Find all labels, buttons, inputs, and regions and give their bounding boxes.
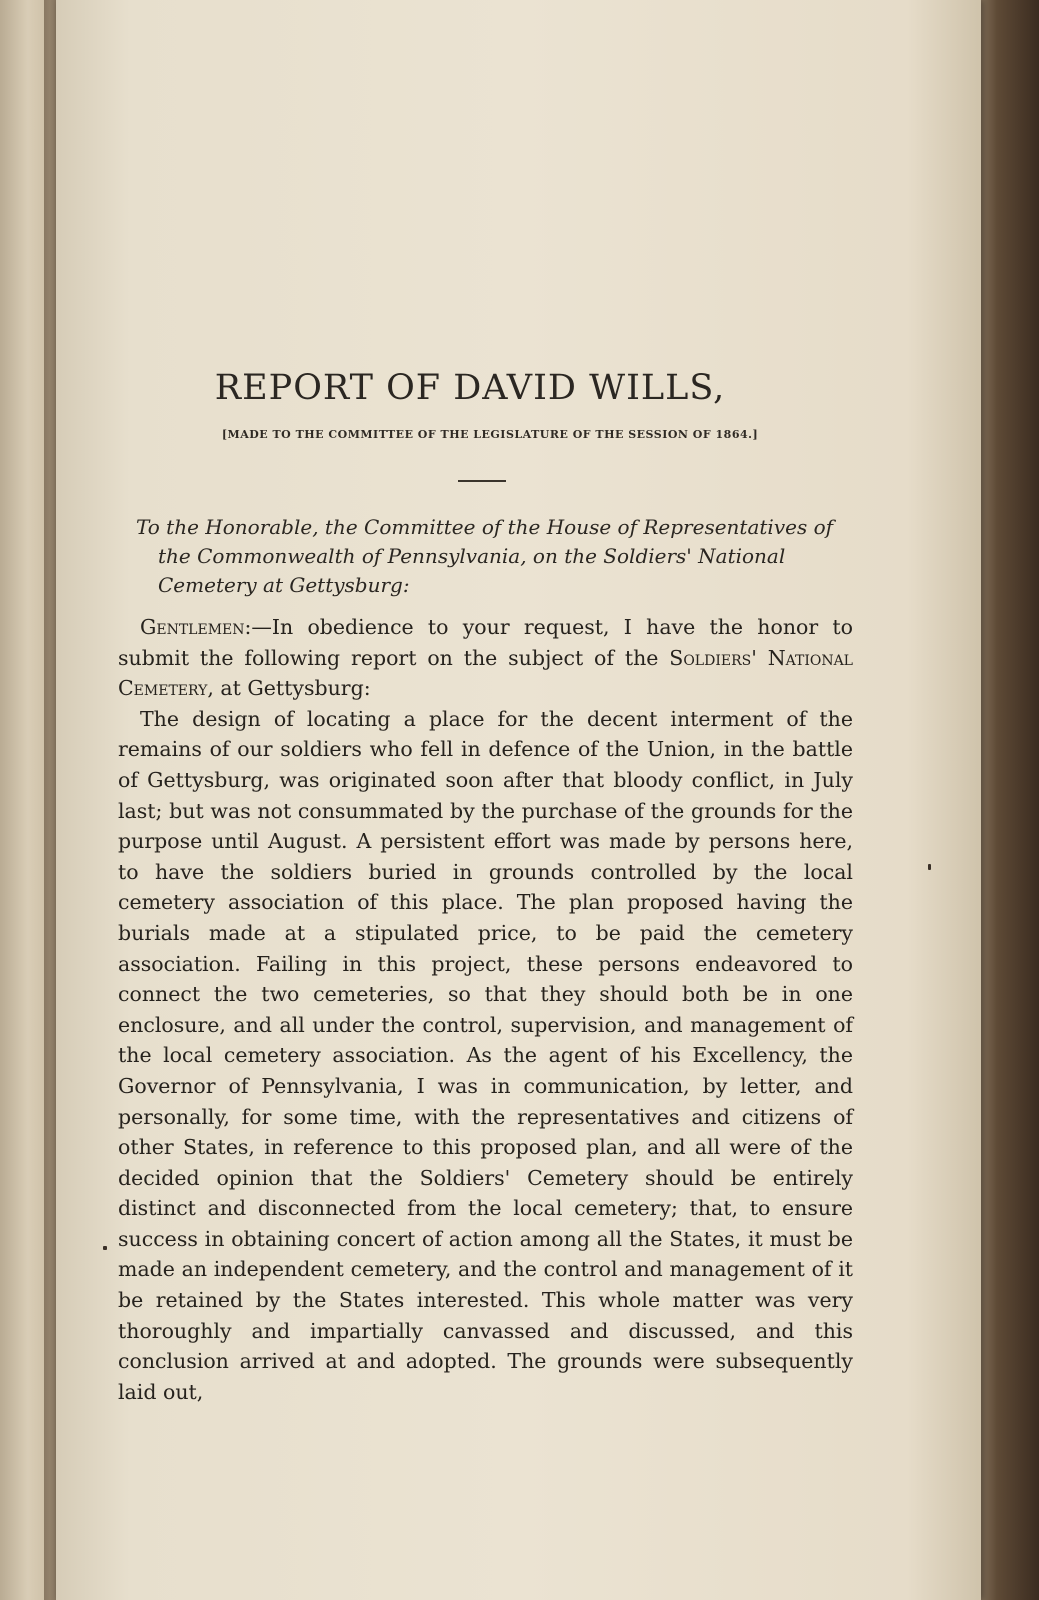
paragraph-1-text-a: :—In obedience to your request, I have the honor to submit the following report on the subject of the: [118, 615, 853, 670]
section-rule: [458, 480, 506, 482]
ink-speck: [928, 864, 931, 870]
report-body: [118, 612, 853, 1407]
address-block: [136, 513, 836, 600]
address-line-2: the Commonwealth of Pennsylvania, on the Soldiers' National: [158, 544, 786, 568]
report-subtitle: [MADE TO THE COMMITTEE OF THE LEGISLATURE OF THE SESSION OF 1864.]: [221, 428, 759, 441]
report-title: REPORT OF DAVID WILLS,: [214, 368, 726, 408]
paragraph-1-text-b: , at Gettysburg:: [207, 676, 371, 701]
address-line-1: To the Honorable, the Committee of the House of Representatives of: [136, 515, 834, 539]
address-line-3: Cemetery at Gettysburg:: [158, 573, 410, 597]
salutation: Gentlemen: [140, 615, 245, 639]
paragraph-salutation: [118, 612, 853, 704]
ink-speck: [103, 1246, 107, 1250]
cemetery-name: Soldiers' National Cemetery: [118, 645, 853, 701]
paragraph-2: The design of locating a place for the decent interment of the remains of our soldiers who fell in defence of the Union, in the battle of Gettysburg, was originated soon after that bloody conflict, in July last; but was not consummated by the purchase of the grounds for the purpose until August. A persistent effort was made by persons here, to have the soldiers buried in grounds controlled by the local cemetery association of this place. The plan proposed having the burials made at a stipulated price, to be paid the cemetery association. Failing in this project, these persons endeavored to connect the two cemeteries, so that they should both be in one enclosure, and all under the control, supervision, and management of the local cemetery association. As the agent of his Excellency, the Governor of Pennsylvania, I was in communication, by letter, and personally, for some time, with the representatives and citizens of other States, in reference to this proposed plan, and all were of the decided opinion that the Soldiers' Cemetery should be entirely distinct and disconnected from the local cemetery; that, to ensure success in obtaining concert of action among all the States, it must be made an independent cemetery, and the control and management of it be retained by the States interested. This whole matter was very thoroughly and impartially canvassed and discussed, and this conclusion arrived at and adopted. The grounds were subsequently laid out,: [118, 706, 853, 1404]
